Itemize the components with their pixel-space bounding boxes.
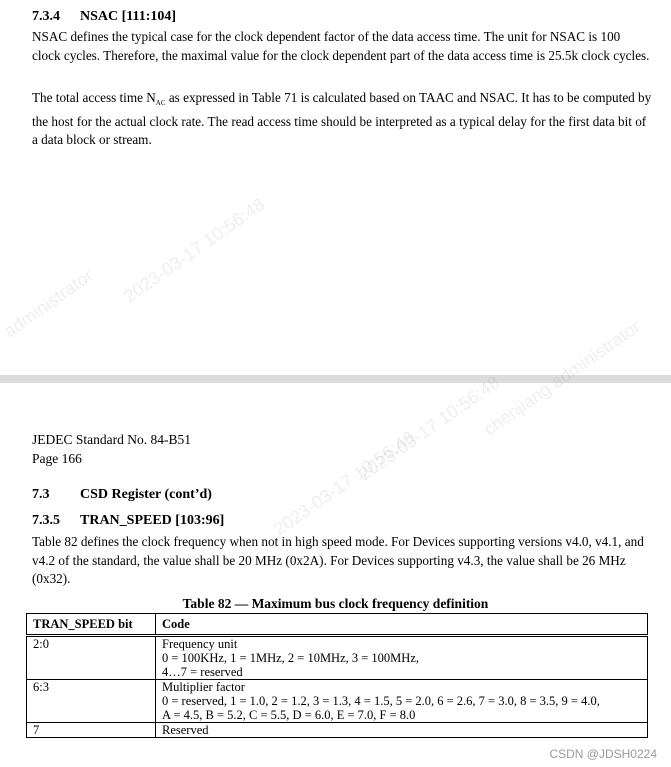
subsection-title: TRAN_SPEED [103:96] xyxy=(80,513,225,528)
code-line: Multiplier factor xyxy=(162,680,245,694)
page-top xyxy=(0,0,671,375)
table-cell-code xyxy=(156,636,648,680)
watermark: 2023-03-17 10:56:48 xyxy=(270,427,419,540)
page-divider xyxy=(0,375,671,383)
table-cell-bit: 7 xyxy=(27,723,156,738)
table-row xyxy=(27,723,648,738)
section-title: CSD Register (cont’d) xyxy=(80,487,212,502)
heading-title: NSAC [111:104] xyxy=(80,9,177,24)
table-header-code: Code xyxy=(156,614,648,636)
code-line: 4…7 = reserved xyxy=(162,665,243,679)
paragraph-text-before: The total access time N xyxy=(32,90,156,105)
tran-speed-paragraph: Table 82 defines the clock frequency when not in high speed mode. For Devices supporting versions v4.0, v4.1, and v4.2 of the standard, the value shall be 20 MHz (0x2A). For Devices supporting v4.3, the value shall be 26 MHz (0x32). xyxy=(32,534,644,587)
watermark: 2023-03-17 10:56:48 xyxy=(120,194,269,307)
code-line: Reserved xyxy=(162,723,209,737)
clock-frequency-table xyxy=(26,613,648,738)
code-line: Frequency unit xyxy=(162,637,238,651)
heading-number: 7.3.4 xyxy=(32,9,60,24)
csdn-credit: CSDN @JDSH0224 xyxy=(549,747,657,761)
table-cell-bit: 2:0 xyxy=(27,636,156,680)
table-header-bit: TRAN_SPEED bit xyxy=(27,614,156,636)
table-title: Table 82 — Maximum bus clock frequency definition xyxy=(182,596,489,611)
watermark: 2023-03-17 10:56:48 xyxy=(355,372,504,485)
table-cell-bit: 6:3 xyxy=(27,680,156,723)
subscript-ac: AC xyxy=(155,99,166,107)
subsection-heading-tran-speed xyxy=(32,512,224,530)
table-row xyxy=(27,680,648,723)
table-header-row xyxy=(27,614,648,636)
subsection-number: 7.3.5 xyxy=(32,513,60,528)
table-row xyxy=(27,636,648,680)
code-line: 0 = reserved, 1 = 1.0, 2 = 1.2, 3 = 1.3, 4 = 1.5, 5 = 2.0, 6 = 2.6, 7 = 3.0, 8 = 3.5, 9 = 4.0, xyxy=(162,694,600,708)
section-number: 7.3 xyxy=(32,487,50,502)
page-bottom xyxy=(0,372,671,767)
standard-name: JEDEC Standard No. 84-B51 xyxy=(32,432,191,447)
page-number: Page 166 xyxy=(32,451,82,466)
nsac-paragraph: NSAC defines the typical case for the clock dependent factor of the data access time. The unit for NSAC is 100 clock cycles. Therefore, the maximal value for the clock dependent part of the data access time is 25.5k clock cycles. xyxy=(32,29,650,63)
section-heading-csd xyxy=(32,486,212,504)
code-line: A = 4.5, B = 5.2, C = 5.5, D = 6.0, E = 7.0, F = 8.0 xyxy=(162,708,416,722)
table-cell-code xyxy=(156,723,648,738)
paragraph-text-after: as expressed in Table 71 is calculated based on TAAC and NSAC. It has to be computed by the host for the actual clock rate. The read access time should be interpreted as a typical delay for the first data bit of a data block or stream. xyxy=(32,90,652,148)
watermark: administrator xyxy=(0,265,97,342)
section-heading-nsac xyxy=(32,8,176,26)
table-cell-code xyxy=(156,680,648,723)
access-time-paragraph xyxy=(32,89,652,150)
code-line: 0 = 100KHz, 1 = 1MHz, 2 = 10MHz, 3 = 100MHz, xyxy=(162,651,419,665)
